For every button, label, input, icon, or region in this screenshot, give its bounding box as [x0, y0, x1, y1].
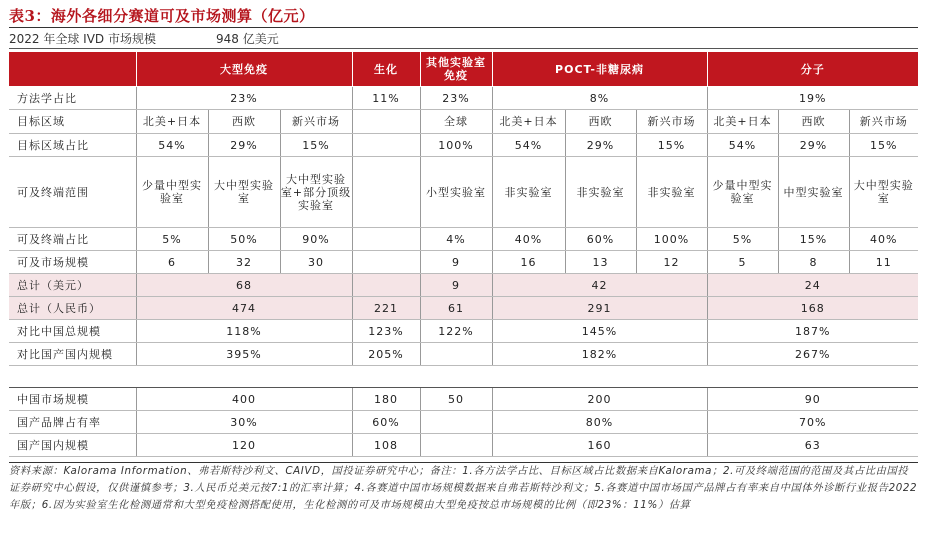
- cell: 40%: [492, 228, 565, 251]
- cell: 90: [707, 388, 918, 411]
- cell: 50%: [208, 228, 280, 251]
- row-label: 对比国产国内规模: [9, 343, 136, 366]
- cell: 291: [492, 297, 707, 320]
- cell: 11%: [352, 87, 420, 110]
- cell: 120: [136, 434, 352, 457]
- cell: 145%: [492, 320, 707, 343]
- cell: 90%: [280, 228, 352, 251]
- cell: 54%: [136, 134, 208, 157]
- blank-separator: [9, 366, 918, 388]
- cell: 160: [492, 434, 707, 457]
- cell: [352, 110, 420, 134]
- cell: 大中型实验室: [849, 157, 918, 228]
- cell: 187%: [707, 320, 918, 343]
- row-label: 可及市场规模: [9, 251, 136, 274]
- cell: 80%: [492, 411, 707, 434]
- row-label: 总计（美元）: [9, 274, 136, 297]
- cell: 大中型实验室+部分顶级实验室: [280, 157, 352, 228]
- market-table: [9, 52, 918, 457]
- cell: [352, 134, 420, 157]
- header-molecular: 分子: [707, 52, 918, 87]
- cell: 29%: [208, 134, 280, 157]
- cell: 5: [707, 251, 778, 274]
- cell: [352, 157, 420, 228]
- cell: 9: [420, 251, 492, 274]
- cell: 小型实验室: [420, 157, 492, 228]
- cell: 100%: [420, 134, 492, 157]
- cell: 16: [492, 251, 565, 274]
- cell: 11: [849, 251, 918, 274]
- table-row: [9, 343, 918, 366]
- cell: 全球: [420, 110, 492, 134]
- row-label: 目标区域占比: [9, 134, 136, 157]
- header-blank: [9, 52, 136, 87]
- table-title: 表3：海外各细分赛道可及市场测算（亿元）: [9, 7, 315, 25]
- cell: [352, 274, 420, 297]
- cell: 少量中型实验室: [136, 157, 208, 228]
- table-row: [9, 228, 918, 251]
- table-row: [9, 274, 918, 297]
- table-row: [9, 110, 918, 134]
- cell: 北美+日本: [707, 110, 778, 134]
- cell: 北美+日本: [136, 110, 208, 134]
- cell: 54%: [707, 134, 778, 157]
- cell: 50: [420, 388, 492, 411]
- cell: 100%: [636, 228, 707, 251]
- table-row: [9, 434, 918, 457]
- cell: 15%: [280, 134, 352, 157]
- cell: 42: [492, 274, 707, 297]
- row-label: 对比中国总规模: [9, 320, 136, 343]
- subtitle-rule: [9, 48, 918, 49]
- cell: 6: [136, 251, 208, 274]
- cell: 395%: [136, 343, 352, 366]
- separator-row: [9, 366, 918, 388]
- cell: 221: [352, 297, 420, 320]
- cell: 29%: [565, 134, 636, 157]
- cell: [352, 251, 420, 274]
- cell: 新兴市场: [280, 110, 352, 134]
- cell: 68: [136, 274, 352, 297]
- row-label: 总计（人民币）: [9, 297, 136, 320]
- cell: 15%: [636, 134, 707, 157]
- cell: 54%: [492, 134, 565, 157]
- cell: 40%: [849, 228, 918, 251]
- cell: 182%: [492, 343, 707, 366]
- cell: 24: [707, 274, 918, 297]
- cell: 23%: [136, 87, 352, 110]
- cell: 23%: [420, 87, 492, 110]
- table-row: [9, 134, 918, 157]
- ivd-market-size: [9, 30, 279, 47]
- cell: 60%: [565, 228, 636, 251]
- cell: 9: [420, 274, 492, 297]
- cell: 267%: [707, 343, 918, 366]
- cell: [420, 343, 492, 366]
- cell: 400: [136, 388, 352, 411]
- cell: 西欧: [565, 110, 636, 134]
- row-label: 国产品牌占有率: [9, 411, 136, 434]
- table-row: [9, 157, 918, 228]
- cell: 122%: [420, 320, 492, 343]
- cell: 15%: [849, 134, 918, 157]
- header-biochem: 生化: [352, 52, 420, 87]
- cell: 19%: [707, 87, 918, 110]
- cell: 32: [208, 251, 280, 274]
- cell: 大中型实验室: [208, 157, 280, 228]
- cell: 60%: [352, 411, 420, 434]
- cell: 西欧: [778, 110, 849, 134]
- cell: [420, 434, 492, 457]
- cell: [420, 411, 492, 434]
- cell: 8: [778, 251, 849, 274]
- table-row: [9, 320, 918, 343]
- row-label: 国产国内规模: [9, 434, 136, 457]
- cell: 63: [707, 434, 918, 457]
- cell: 168: [707, 297, 918, 320]
- cell: 180: [352, 388, 420, 411]
- header-other-lab-immuno: 其他实验室免疫: [420, 52, 492, 87]
- cell: 474: [136, 297, 352, 320]
- cell: 8%: [492, 87, 707, 110]
- table-row: [9, 297, 918, 320]
- cell: 30%: [136, 411, 352, 434]
- cell: 205%: [352, 343, 420, 366]
- row-label: 中国市场规模: [9, 388, 136, 411]
- cell: 非实验室: [492, 157, 565, 228]
- cell: 13: [565, 251, 636, 274]
- cell: 5%: [136, 228, 208, 251]
- cell: 4%: [420, 228, 492, 251]
- cell: 北美+日本: [492, 110, 565, 134]
- table-row: [9, 87, 918, 110]
- row-label: 可及终端范围: [9, 157, 136, 228]
- cell: 5%: [707, 228, 778, 251]
- cell: 新兴市场: [849, 110, 918, 134]
- row-label: 目标区域: [9, 110, 136, 134]
- cell: 30: [280, 251, 352, 274]
- cell: 61: [420, 297, 492, 320]
- row-label: 方法学占比: [9, 87, 136, 110]
- header-large-immuno: 大型免疫: [136, 52, 352, 87]
- cell: 西欧: [208, 110, 280, 134]
- table-row: [9, 411, 918, 434]
- table-row: [9, 388, 918, 411]
- ivd-market-label: 2022 年全球 IVD 市场规模: [9, 32, 156, 46]
- cell: 200: [492, 388, 707, 411]
- cell: 新兴市场: [636, 110, 707, 134]
- cell: 非实验室: [565, 157, 636, 228]
- cell: 15%: [778, 228, 849, 251]
- header-poct: POCT-非糖尿病: [492, 52, 707, 87]
- cell: 29%: [778, 134, 849, 157]
- cell: 70%: [707, 411, 918, 434]
- cell: 非实验室: [636, 157, 707, 228]
- cell: 123%: [352, 320, 420, 343]
- cell: 118%: [136, 320, 352, 343]
- source-note: 资料来源：Kalorama Information、弗若斯特沙利文、CAIVD，国投证券研究中心；备注：1.各方法学占比、目标区域占比数据来自Kalorama；2.可及终端范围的范围及其占比由国投证券研究中心假设，仅供谨慎参考；3.人民币兑美元按7:1的汇率计算；4.各赛道中国市场规模数据来自弗若斯特沙利文；5.各赛道中国市场国产品牌占有率来自中国体外诊断行业报告2022年版；6.因为实验室生化检测通常和大型免疫检测搭配使用，生化检测的可及市场规模由大型免疫按总市场规模的比例（即23%：11%）估算: [9, 462, 918, 514]
- ivd-market-value: 948 亿美元: [215, 32, 279, 46]
- cell: 108: [352, 434, 420, 457]
- header-row: [9, 52, 918, 87]
- cell: 少量中型实验室: [707, 157, 778, 228]
- cell: [352, 228, 420, 251]
- table-row: [9, 251, 918, 274]
- cell: 12: [636, 251, 707, 274]
- cell: 中型实验室: [778, 157, 849, 228]
- row-label: 可及终端占比: [9, 228, 136, 251]
- title-rule: [9, 27, 918, 28]
